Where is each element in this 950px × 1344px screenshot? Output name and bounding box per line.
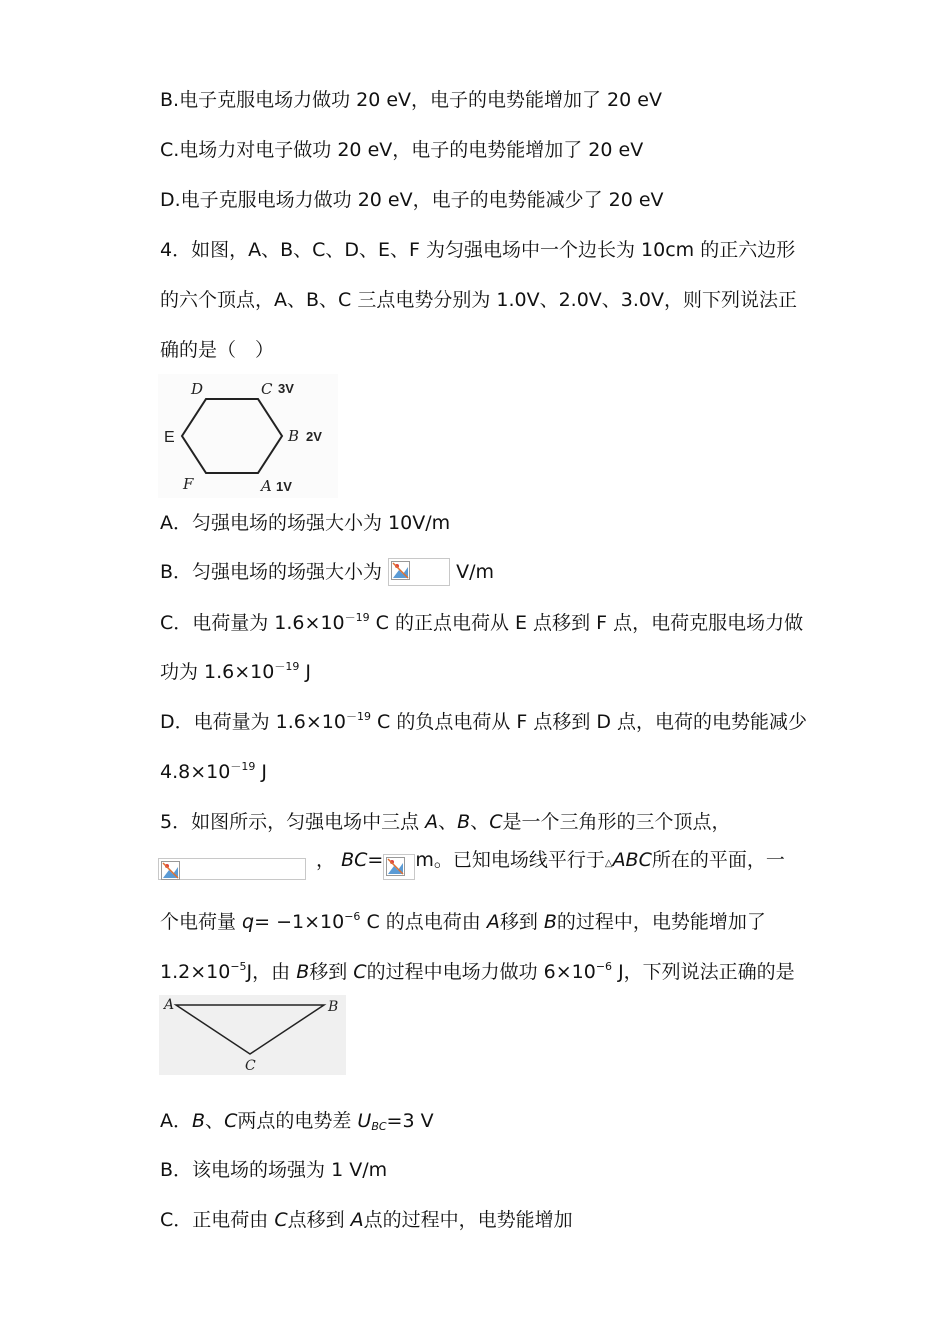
- q5-stem-line3: [160, 910, 766, 934]
- q4-c-line2-unit: J: [305, 661, 312, 683]
- q5-a-post: =3 V: [386, 1110, 434, 1132]
- tri-label-a: A: [164, 997, 175, 1013]
- q5-l1-b: B: [457, 811, 471, 833]
- q4-option-c-line1: [160, 611, 803, 635]
- q5-stem-line2: [158, 848, 785, 880]
- hex-label-b: B: [288, 427, 300, 445]
- q4-d-exp: －19: [345, 710, 371, 723]
- q4-option-b-text: B．匀强电场的场强大小为: [160, 561, 383, 583]
- q5-a-sub: BC: [371, 1120, 387, 1133]
- hex-label-a-value: 1V: [276, 479, 292, 494]
- tri-label-b: B: [328, 999, 339, 1015]
- q5-option-b: B．该电场的场强为 1 V/m: [160, 1159, 388, 1181]
- q5-l3-exp: −6: [344, 910, 361, 923]
- q5-l4-c: C: [353, 961, 367, 983]
- q5-c-pre: C．正电荷由: [160, 1209, 275, 1231]
- q4-option-a: A．匀强电场的场强大小为 10V/m: [160, 512, 451, 534]
- q4-d-line2-exp: －19: [230, 760, 256, 773]
- q4-c-text1: C．电荷量为 1.6×10: [160, 612, 345, 634]
- q5-l3-post: 的过程中，电势能增加了: [556, 911, 766, 933]
- q5-l1-post: 是一个三角形的三个顶点，: [502, 811, 731, 833]
- q5-stem-line4: [160, 960, 795, 984]
- q4-stem-line2: 的六个顶点，A、B、C 三点电势分别为 1.0V、2.0V、3.0V，则下列说法正: [160, 289, 798, 311]
- q5-l4-j: J，由: [246, 961, 297, 983]
- q5-c-c: C: [274, 1209, 288, 1231]
- q5-option-c: [160, 1208, 573, 1232]
- q5-l4-post: J，下列说法正确的是: [618, 961, 795, 983]
- q5-a-text: 两点的电势差: [237, 1110, 358, 1132]
- q4-option-d-line2: [160, 760, 267, 784]
- q5-l1-a: A: [425, 811, 439, 833]
- hex-label-b-value: 2V: [306, 429, 322, 444]
- hex-label-a: A: [261, 477, 272, 495]
- q5-c-post: 点的过程中，电势能增加: [363, 1209, 573, 1231]
- q4-c-text2: C 的正点电荷从 E 点移到 F 点，电荷克服电场力做: [375, 612, 804, 634]
- q5-l3-q: q: [242, 911, 255, 933]
- q5-triangle-figure: [159, 995, 346, 1075]
- q5-l3-a: A: [486, 911, 500, 933]
- q4-c-exp: －19: [344, 611, 370, 624]
- q5-a-b: B: [192, 1110, 206, 1132]
- q5-l4-b: B: [296, 961, 310, 983]
- hex-label-d: D: [191, 380, 204, 398]
- q4-stem-line3: 确的是（ ）: [160, 339, 275, 361]
- q5-l3-pre: 个电荷量: [160, 911, 243, 933]
- q3-option-b: B.电子克服电场力做功 20 eV，电子的电势能增加了 20 eV: [160, 89, 662, 111]
- q3-option-c: C.电场力对电子做功 20 eV，电子的电势能增加了 20 eV: [160, 139, 644, 161]
- q4-d-text2: C 的负点电荷从 F 点移到 D 点，电荷的电势能减少: [377, 711, 808, 733]
- q5-a-u: U: [357, 1110, 372, 1132]
- q4-c-line2-text: 功为 1.6×10: [160, 661, 275, 683]
- q5-l4-exp: −5: [230, 960, 247, 973]
- q5-l2-eq: =: [367, 849, 384, 871]
- q5-l3-b: B: [543, 911, 557, 933]
- q5-l1-sep1: 、: [438, 811, 458, 833]
- q5-l4-pre: 1.2×10: [160, 961, 231, 983]
- q5-c-mid: 点移到: [287, 1209, 351, 1231]
- q5-l3-mid: 移到: [499, 911, 544, 933]
- q4-stem-line1: 4．如图，A、B、C、D、E、F 为匀强电场中一个边长为 10cm 的正六边形: [160, 239, 796, 261]
- q4-hexagon-figure: [158, 374, 338, 498]
- q5-c-a: A: [350, 1209, 364, 1231]
- q5-a-pre: A．: [160, 1110, 192, 1132]
- q5-option-a: [160, 1109, 434, 1133]
- q4-c-line2-exp: －19: [274, 660, 300, 673]
- q5-a-sep: 、: [205, 1110, 225, 1132]
- q5-l2-post: 所在的平面，一: [651, 849, 785, 871]
- q5-l3-val: = −1×10: [254, 911, 345, 933]
- q5-l3-c: C 的点电荷由: [366, 911, 487, 933]
- q3-option-d: D.电子克服电场力做功 20 eV，电子的电势能减少了 20 eV: [160, 189, 664, 211]
- q5-l1-c: C: [489, 811, 503, 833]
- q5-l4-work: 的过程中电场力做功 6×10: [366, 961, 596, 983]
- q4-d-line2-unit: J: [261, 761, 267, 783]
- q5-a-c: C: [224, 1110, 238, 1132]
- q5-l4-exp2: −6: [595, 960, 613, 973]
- hex-label-f: F: [183, 475, 194, 493]
- q4-option-b-unit: V/m: [456, 561, 495, 583]
- q5-l1-text: 5．如图所示，匀强电场中三点: [160, 811, 426, 833]
- broken-formula-image: [158, 858, 306, 880]
- q5-l2-abc: ABC: [612, 849, 652, 871]
- broken-image-icon: [161, 861, 180, 880]
- broken-formula-image: [383, 854, 415, 880]
- q5-l2-comma: ，: [316, 849, 336, 871]
- hex-label-c: C: [261, 380, 273, 398]
- q4-option-b: [160, 558, 494, 586]
- broken-image-icon: [391, 561, 410, 580]
- hex-label-e: E: [164, 429, 175, 446]
- broken-formula-image: [388, 558, 450, 586]
- q5-l2-m: m。已知电场线平行于: [415, 849, 605, 871]
- broken-image-icon: [386, 857, 405, 876]
- q5-l2-tri: △: [604, 858, 613, 869]
- q4-option-d-line1: [160, 710, 807, 734]
- q5-l1-sep2: 、: [470, 811, 490, 833]
- q4-d-text1: D．电荷量为 1.6×10: [160, 711, 346, 733]
- q5-stem-line1: [160, 810, 731, 834]
- q4-d-line2-text: 4.8×10: [160, 761, 231, 783]
- q4-option-c-line2: [160, 660, 311, 684]
- hex-label-c-value: 3V: [278, 381, 294, 396]
- q5-l4-mid: 移到: [309, 961, 354, 983]
- q5-l2-bc: BC: [341, 849, 368, 871]
- tri-label-c: C: [245, 1058, 256, 1074]
